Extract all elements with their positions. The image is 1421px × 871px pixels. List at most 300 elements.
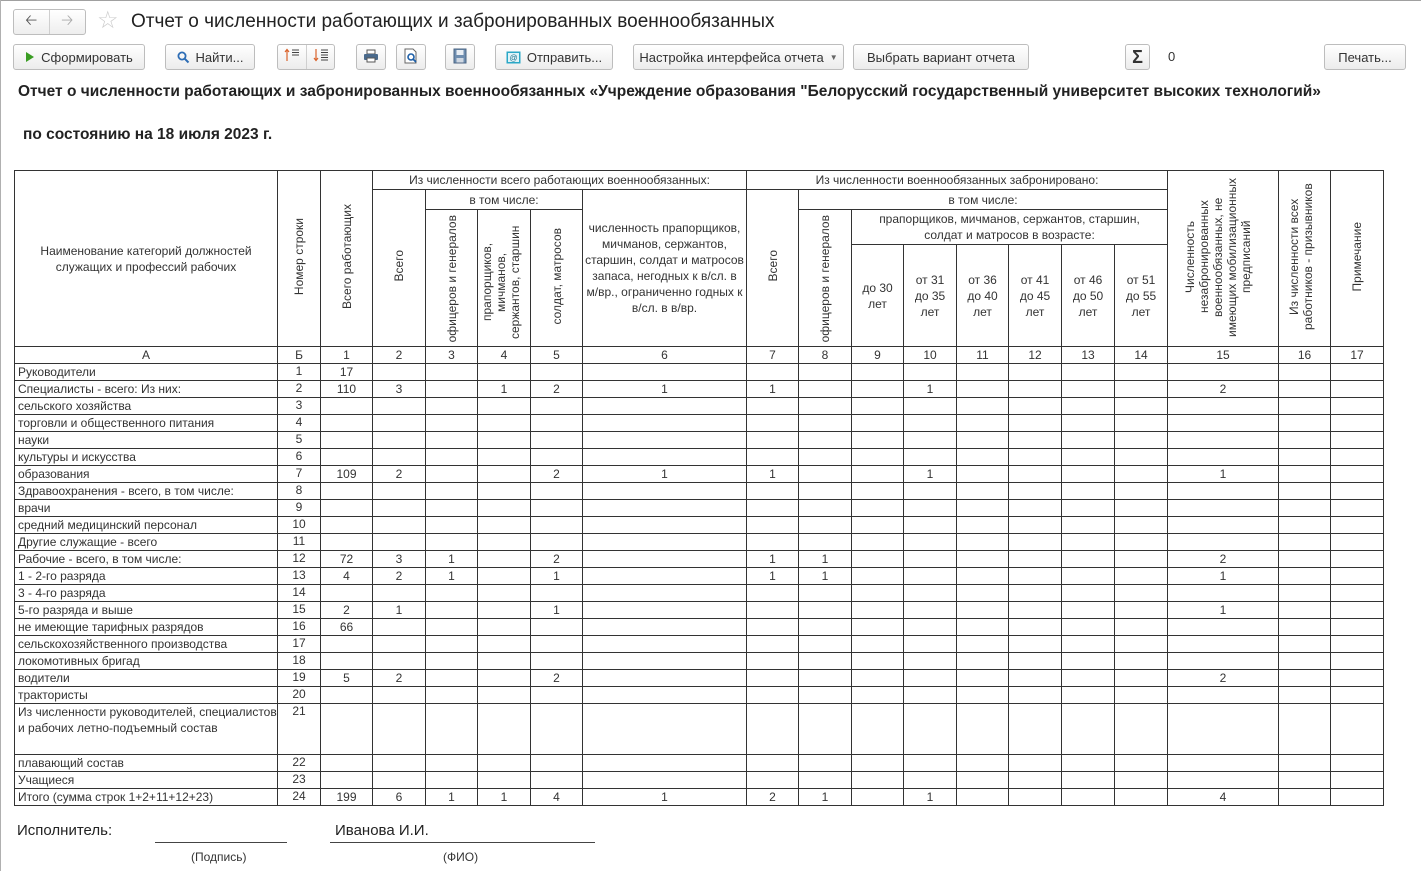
data-cell <box>1115 704 1168 755</box>
data-cell <box>1009 585 1062 602</box>
data-cell <box>531 483 583 500</box>
data-cell <box>904 432 957 449</box>
row-number-cell: 24 <box>278 789 321 806</box>
data-cell <box>1115 449 1168 466</box>
data-cell <box>1115 568 1168 585</box>
data-cell <box>1062 534 1115 551</box>
data-cell: 2 <box>321 602 373 619</box>
data-cell <box>1062 653 1115 670</box>
find-button[interactable] <box>165 44 255 70</box>
choose-variant-button[interactable] <box>853 44 1029 70</box>
data-cell <box>1009 500 1062 517</box>
row-category-name: средний медицинский персонал <box>15 517 278 534</box>
header-age: от 46 до 50 лет <box>1062 245 1115 347</box>
data-cell: 2 <box>531 381 583 398</box>
data-cell <box>426 517 478 534</box>
row-category-name: науки <box>15 432 278 449</box>
data-cell <box>583 449 747 466</box>
data-cell <box>852 517 904 534</box>
row-category-name: плавающий состав <box>15 755 278 772</box>
column-number: 9 <box>852 347 904 364</box>
data-cell: 1 <box>373 602 426 619</box>
data-cell: 109 <box>321 466 373 483</box>
data-cell <box>1009 687 1062 704</box>
data-cell <box>583 517 747 534</box>
data-cell: 1 <box>799 551 852 568</box>
data-cell: 1 <box>531 602 583 619</box>
data-cell <box>1331 772 1384 789</box>
table-row <box>15 789 1384 806</box>
data-cell: 1 <box>531 568 583 585</box>
row-number-cell: 21 <box>278 704 321 755</box>
table-row <box>15 602 1384 619</box>
data-cell <box>426 704 478 755</box>
data-cell <box>799 415 852 432</box>
column-number: 6 <box>583 347 747 364</box>
data-cell <box>1115 772 1168 789</box>
data-cell <box>321 636 373 653</box>
data-cell <box>1168 398 1279 415</box>
data-cell <box>1279 636 1331 653</box>
data-cell <box>852 789 904 806</box>
data-cell <box>583 602 747 619</box>
data-cell <box>1331 602 1384 619</box>
data-cell <box>957 670 1009 687</box>
data-cell: 2 <box>373 466 426 483</box>
data-cell <box>583 432 747 449</box>
row-number-cell: 5 <box>278 432 321 449</box>
column-number: Б <box>278 347 321 364</box>
header-age-group: прапорщиков, мичманов, сержантов, старшин, солдат и матросов в возрасте: <box>852 210 1168 245</box>
header-officers: офицеров и генералов <box>426 210 478 347</box>
data-cell <box>1009 568 1062 585</box>
row-category-name: 1 - 2-го разряда <box>15 568 278 585</box>
row-category-name: Учащиеся <box>15 772 278 789</box>
data-cell <box>1168 432 1279 449</box>
data-cell <box>1009 483 1062 500</box>
data-cell <box>1115 364 1168 381</box>
header-reserved-officers: офицеров и генералов <box>799 210 852 347</box>
data-cell <box>904 551 957 568</box>
data-cell <box>1115 415 1168 432</box>
data-cell <box>904 704 957 755</box>
data-cell: 1 <box>799 789 852 806</box>
data-cell <box>321 585 373 602</box>
data-cell: 2 <box>373 568 426 585</box>
data-cell <box>321 653 373 670</box>
data-cell <box>1331 483 1384 500</box>
data-cell <box>373 636 426 653</box>
data-cell <box>957 789 1009 806</box>
data-cell <box>852 602 904 619</box>
data-cell <box>904 687 957 704</box>
data-cell <box>1331 381 1384 398</box>
data-cell <box>531 500 583 517</box>
data-cell <box>373 772 426 789</box>
data-cell: 2 <box>1168 670 1279 687</box>
data-cell <box>799 466 852 483</box>
data-cell <box>583 398 747 415</box>
print-preview-icon <box>404 48 418 67</box>
column-number: 15 <box>1168 347 1279 364</box>
data-cell <box>852 551 904 568</box>
data-cell <box>1168 772 1279 789</box>
data-cell <box>957 551 1009 568</box>
column-number: А <box>15 347 278 364</box>
data-cell <box>1279 772 1331 789</box>
data-cell <box>426 670 478 687</box>
data-cell <box>1279 789 1331 806</box>
header-total: Всего <box>373 190 426 347</box>
data-cell <box>1062 602 1115 619</box>
data-cell <box>1168 704 1279 755</box>
data-cell <box>1168 636 1279 653</box>
data-cell <box>1062 483 1115 500</box>
data-cell <box>1115 755 1168 772</box>
favorite-star-icon[interactable]: ☆ <box>97 7 119 34</box>
data-cell <box>1115 687 1168 704</box>
row-number-cell: 12 <box>278 551 321 568</box>
data-cell: 2 <box>1168 381 1279 398</box>
data-cell <box>583 636 747 653</box>
header-total-workers: Всего работающих <box>321 171 373 347</box>
data-cell <box>957 704 1009 755</box>
row-number-cell: 6 <box>278 449 321 466</box>
column-number: 17 <box>1331 347 1384 364</box>
data-cell <box>583 687 747 704</box>
row-number-cell: 19 <box>278 670 321 687</box>
row-number-cell: 16 <box>278 619 321 636</box>
data-cell: 1 <box>747 568 799 585</box>
table-row <box>15 619 1384 636</box>
table-row <box>15 568 1384 585</box>
header-not-reserved: Численность незабронированных военнообязанных, не имеющих мобилизационных предписаний <box>1168 171 1279 347</box>
table-row <box>15 636 1384 653</box>
row-number-cell: 18 <box>278 653 321 670</box>
data-cell <box>957 483 1009 500</box>
data-cell <box>478 398 531 415</box>
data-cell <box>852 364 904 381</box>
data-cell <box>1331 704 1384 755</box>
header-name: Наименование категорий должностей служащих и профессий рабочих <box>15 171 278 347</box>
data-cell: 1 <box>583 381 747 398</box>
data-cell <box>1279 432 1331 449</box>
arrow-right-icon: 🡢 <box>61 11 74 29</box>
data-cell <box>1331 687 1384 704</box>
save-button[interactable] <box>445 44 475 70</box>
table-row <box>15 551 1384 568</box>
data-cell <box>1331 398 1384 415</box>
data-cell <box>1115 432 1168 449</box>
data-cell <box>426 755 478 772</box>
data-cell <box>426 398 478 415</box>
print-button[interactable] <box>1324 44 1406 70</box>
data-cell <box>426 483 478 500</box>
data-cell <box>799 364 852 381</box>
data-cell <box>583 585 747 602</box>
data-cell <box>904 483 957 500</box>
data-cell: 2 <box>373 670 426 687</box>
column-number: 16 <box>1279 347 1331 364</box>
data-cell <box>1331 364 1384 381</box>
data-cell <box>1115 398 1168 415</box>
data-cell: 1 <box>799 568 852 585</box>
data-cell <box>1009 636 1062 653</box>
row-number-cell: 23 <box>278 772 321 789</box>
data-cell <box>426 381 478 398</box>
data-cell <box>1009 772 1062 789</box>
sort-ascending-icon <box>284 48 300 67</box>
header-age: от 51 до 55 лет <box>1115 245 1168 347</box>
column-number: 11 <box>957 347 1009 364</box>
data-cell: 17 <box>321 364 373 381</box>
table-row <box>15 670 1384 687</box>
data-cell <box>852 653 904 670</box>
data-cell <box>852 466 904 483</box>
generate-button[interactable] <box>13 44 145 70</box>
data-cell <box>1279 653 1331 670</box>
data-cell <box>904 415 957 432</box>
data-cell <box>1168 517 1279 534</box>
data-cell <box>373 687 426 704</box>
data-cell <box>747 534 799 551</box>
report-table <box>14 170 1384 806</box>
data-cell: 1 <box>478 381 531 398</box>
column-number: 8 <box>799 347 852 364</box>
data-cell <box>321 534 373 551</box>
data-cell <box>321 772 373 789</box>
generate-label: Сформировать <box>41 49 133 65</box>
data-cell <box>904 755 957 772</box>
row-category-name: Руководители <box>15 364 278 381</box>
data-cell <box>904 670 957 687</box>
data-cell <box>321 415 373 432</box>
svg-text:@: @ <box>509 53 518 62</box>
data-cell <box>1279 364 1331 381</box>
data-cell: 1 <box>583 789 747 806</box>
data-cell <box>799 534 852 551</box>
data-cell <box>478 670 531 687</box>
data-cell <box>1062 789 1115 806</box>
table-row <box>15 449 1384 466</box>
data-cell <box>852 670 904 687</box>
data-cell <box>531 636 583 653</box>
data-cell <box>478 636 531 653</box>
data-cell <box>1168 687 1279 704</box>
data-cell <box>1331 670 1384 687</box>
data-cell <box>904 602 957 619</box>
data-cell <box>904 449 957 466</box>
data-cell <box>1009 619 1062 636</box>
sigma-icon: Σ <box>1132 46 1143 67</box>
window-top-border <box>0 0 1421 1</box>
data-cell <box>1331 585 1384 602</box>
data-cell <box>478 483 531 500</box>
data-cell <box>904 653 957 670</box>
print-label: Печать... <box>1338 49 1392 65</box>
data-cell <box>373 534 426 551</box>
data-cell <box>747 772 799 789</box>
row-number-cell: 20 <box>278 687 321 704</box>
data-cell <box>1062 517 1115 534</box>
header-age: от 31 до 35 лет <box>904 245 957 347</box>
interface-settings-label: Настройка интерфейса отчета <box>639 49 824 65</box>
table-row <box>15 517 1384 534</box>
data-cell <box>1009 551 1062 568</box>
data-cell <box>747 636 799 653</box>
data-cell <box>799 687 852 704</box>
data-cell <box>747 755 799 772</box>
data-cell <box>1062 500 1115 517</box>
data-cell <box>852 483 904 500</box>
data-cell: 2 <box>531 466 583 483</box>
forward-button[interactable] <box>50 10 86 34</box>
data-cell <box>531 534 583 551</box>
data-cell <box>478 619 531 636</box>
data-cell: 4 <box>321 568 373 585</box>
data-cell <box>426 415 478 432</box>
sort-descending-button[interactable] <box>306 45 334 69</box>
data-cell <box>478 585 531 602</box>
table-row <box>15 466 1384 483</box>
data-cell <box>1279 755 1331 772</box>
data-cell: 4 <box>531 789 583 806</box>
data-cell <box>1279 483 1331 500</box>
data-cell <box>583 364 747 381</box>
sum-button[interactable] <box>1125 44 1150 70</box>
data-cell <box>1009 398 1062 415</box>
row-category-name: торговли и общественного питания <box>15 415 278 432</box>
data-cell <box>531 585 583 602</box>
header-age: от 36 до 40 лет <box>957 245 1009 347</box>
print-preview-button[interactable] <box>396 44 426 70</box>
data-cell <box>321 704 373 755</box>
data-cell <box>1331 466 1384 483</box>
table-row <box>15 653 1384 670</box>
data-cell <box>1062 432 1115 449</box>
data-cell <box>531 704 583 755</box>
data-cell <box>852 415 904 432</box>
table-row <box>15 687 1384 704</box>
data-cell <box>799 381 852 398</box>
data-cell <box>1168 483 1279 500</box>
data-cell <box>957 687 1009 704</box>
data-cell <box>1279 585 1331 602</box>
sort-buttons <box>277 44 335 70</box>
data-cell <box>799 704 852 755</box>
window-left-border <box>0 0 1 871</box>
header-age: до 30 лет <box>852 245 904 347</box>
row-category-name: Итого (сумма строк 1+2+11+12+23) <box>15 789 278 806</box>
data-cell <box>799 432 852 449</box>
send-button[interactable] <box>495 44 613 70</box>
data-cell <box>583 704 747 755</box>
data-cell <box>747 687 799 704</box>
data-cell <box>799 517 852 534</box>
data-cell <box>747 449 799 466</box>
data-cell <box>747 670 799 687</box>
header-row-number: Номер строки <box>278 171 321 347</box>
data-cell <box>1062 755 1115 772</box>
data-cell <box>852 398 904 415</box>
table-row <box>15 483 1384 500</box>
data-cell <box>1115 483 1168 500</box>
data-cell: 2 <box>747 789 799 806</box>
data-cell <box>1009 602 1062 619</box>
data-cell <box>373 755 426 772</box>
data-cell <box>904 517 957 534</box>
data-cell <box>478 687 531 704</box>
sum-value: 0 <box>1168 49 1176 64</box>
interface-settings-dropdown[interactable] <box>633 44 844 70</box>
header-conscripts: Из численности всех работников - призывников <box>1279 171 1331 347</box>
data-cell <box>1009 432 1062 449</box>
column-number: 2 <box>373 347 426 364</box>
data-cell <box>852 534 904 551</box>
data-cell <box>426 585 478 602</box>
data-cell <box>1168 364 1279 381</box>
data-cell <box>531 517 583 534</box>
data-cell <box>957 568 1009 585</box>
data-cell <box>747 602 799 619</box>
navigation-buttons <box>13 9 86 35</box>
data-cell <box>1279 551 1331 568</box>
table-row <box>15 585 1384 602</box>
data-cell <box>747 500 799 517</box>
data-cell <box>583 534 747 551</box>
data-cell: 1 <box>478 789 531 806</box>
data-cell <box>747 415 799 432</box>
data-cell <box>1009 670 1062 687</box>
print-quick-button[interactable] <box>356 44 386 70</box>
row-number-cell: 11 <box>278 534 321 551</box>
data-cell: 72 <box>321 551 373 568</box>
data-cell <box>852 449 904 466</box>
data-cell <box>373 364 426 381</box>
header-unfit: численность прапорщиков, мичманов, сержантов, старшин, солдат и матросов запаса, негодных к в/сл. в м/вр., ограниченно годных к в/сл. в в/вр. <box>583 190 747 347</box>
row-category-name: культуры и искусства <box>15 449 278 466</box>
data-cell <box>1009 653 1062 670</box>
row-category-name: врачи <box>15 500 278 517</box>
data-cell <box>373 704 426 755</box>
data-cell <box>478 449 531 466</box>
data-cell <box>957 585 1009 602</box>
data-cell <box>373 619 426 636</box>
data-cell <box>799 653 852 670</box>
data-cell <box>1062 364 1115 381</box>
data-cell <box>583 500 747 517</box>
data-cell <box>1331 517 1384 534</box>
table-row <box>15 534 1384 551</box>
table-row <box>15 364 1384 381</box>
back-button[interactable] <box>14 10 50 34</box>
data-cell: 5 <box>321 670 373 687</box>
data-cell <box>426 636 478 653</box>
data-cell <box>1279 704 1331 755</box>
floppy-disk-icon <box>453 48 467 67</box>
table-row <box>15 755 1384 772</box>
data-cell <box>747 483 799 500</box>
data-cell <box>1168 500 1279 517</box>
row-number-cell: 17 <box>278 636 321 653</box>
data-cell <box>957 636 1009 653</box>
data-cell <box>531 687 583 704</box>
find-label: Найти... <box>195 49 244 65</box>
data-cell <box>1331 619 1384 636</box>
table-row <box>15 381 1384 398</box>
sort-ascending-button[interactable] <box>278 45 306 69</box>
signature-line <box>155 842 287 843</box>
